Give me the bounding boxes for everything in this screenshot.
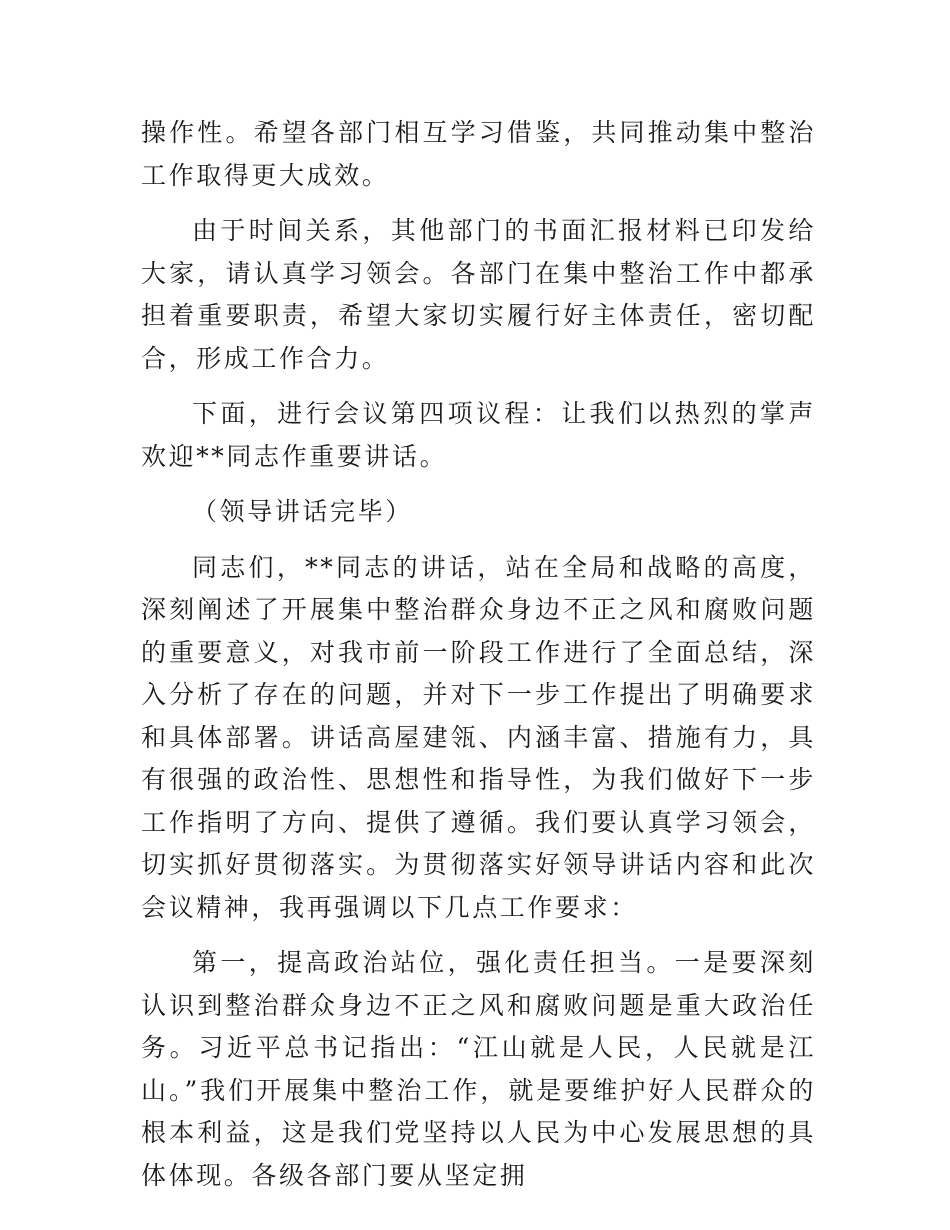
document-body <box>141 112 816 1210</box>
paragraph-1: 操作性。希望各部门相互学习借鉴，共同推动集中整治工作取得更大成效。 <box>141 118 816 190</box>
paragraph-2: 由于时间关系，其他部门的书面汇报材料已印发给大家，请认真学习领会。各部门在集中整治工作中都承担着重要职责，希望大家切实履行好主体责任，密切配合，形成工作合力。 <box>141 216 816 373</box>
paragraph-4: （领导讲话完毕） <box>192 497 413 526</box>
paragraph-6: 第一，提高政治站位，强化责任担当。一是要深刻认识到整治群众身边不正之风和腐败问题是重大政治任务。习近平总书记指出：“江山就是人民，人民就是江山。”我们开展集中整治工作，就是要维护好人民群众的根本利益，这是我们党坚持以人民为中心发展思想的具体体现。各级各部门要从坚定拥 <box>141 948 816 1190</box>
paragraph-3: 下面，进行会议第四项议程：让我们以热烈的掌声欢迎**同志作重要讲话。 <box>141 399 816 471</box>
paragraph-5: 同志们，**同志的讲话，站在全局和战略的高度，深刻阐述了开展集中整治群众身边不正之风和腐败问题的重要意义，对我市前一阶段工作进行了全面总结，深入分析了存在的问题，并对下一步工作提出了明确要求和具体部署。讲话高屋建瓴、内涵丰富、措施有力，具有很强的政治性、思想性和指导性，为我们做好下一步工作指明了方向、提供了遵循。我们要认真学习领会，切实抓好贯彻落实。为贯彻落实好领导讲话内容和此次会议精神，我再强调以下几点工作要求： <box>141 552 816 922</box>
